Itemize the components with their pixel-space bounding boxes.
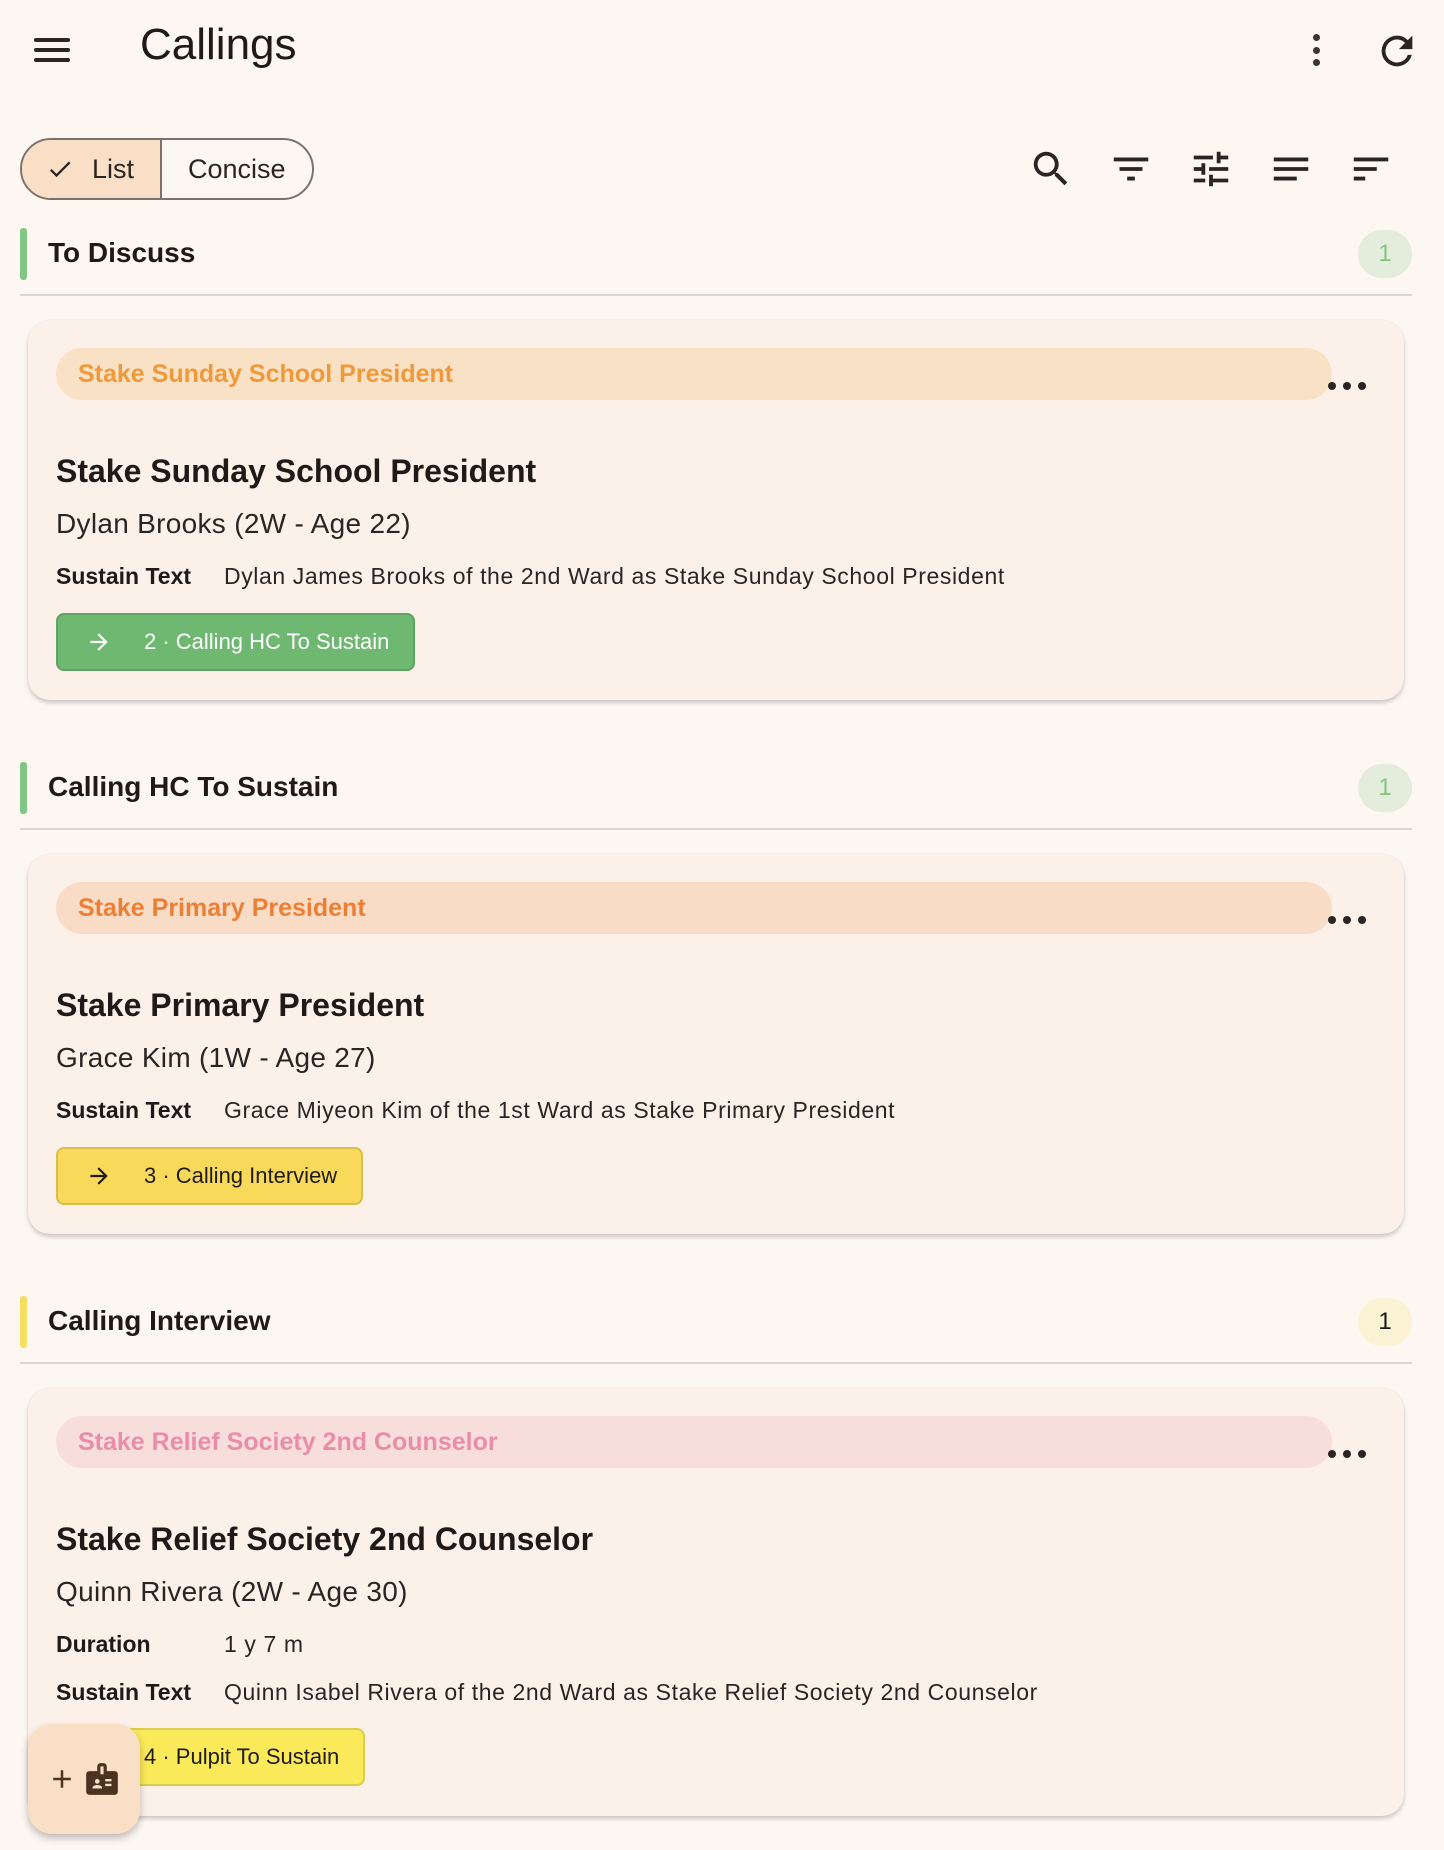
calling-card[interactable] [28, 320, 1404, 700]
section-title: To Discuss [48, 237, 196, 268]
sort-icon[interactable] [1348, 146, 1394, 192]
app-bar [0, 0, 1444, 100]
calling-chip: Stake Sunday School President [56, 348, 1332, 400]
advance-status-label: 4 · Pulpit To Sustain [144, 1744, 340, 1769]
section-color-bar [20, 762, 27, 814]
add-calling-fab[interactable] [28, 1724, 140, 1834]
field-row [56, 1631, 304, 1658]
advance-status-button[interactable] [56, 613, 415, 671]
check-icon [46, 155, 74, 183]
section-count-badge: 1 [1358, 230, 1412, 278]
more-vert-icon[interactable] [1296, 28, 1336, 72]
card-menu-icon[interactable] [1328, 376, 1366, 396]
search-icon[interactable] [1028, 146, 1074, 192]
member-name: Dylan Brooks (2W - Age 22) [56, 508, 411, 539]
advance-status-label: 3 · Calling Interview [144, 1163, 338, 1188]
calling-card[interactable] [28, 854, 1404, 1234]
field-row [56, 1097, 895, 1124]
field-value: Quinn Isabel Rivera of the 2nd Ward as Stake Relief Society 2nd Counselor [224, 1679, 1038, 1705]
view-option-label: Concise [188, 153, 286, 184]
toolbar [1028, 146, 1394, 192]
menu-icon[interactable] [30, 30, 74, 70]
view-toggle [20, 138, 314, 200]
member-name: Grace Kim (1W - Age 27) [56, 1042, 376, 1073]
view-option-label: List [92, 153, 135, 184]
advance-status-label: 2 · Calling HC To Sustain [144, 629, 390, 654]
page-title: Callings [140, 20, 297, 69]
arrow-forward-icon [86, 629, 112, 655]
refresh-icon[interactable] [1374, 28, 1420, 74]
calling-title: Stake Primary President [56, 987, 425, 1023]
field-label: Duration [56, 1631, 151, 1657]
section-count-badge: 1 [1358, 764, 1412, 812]
arrow-forward-icon [86, 1163, 112, 1189]
section-header-calling-interview[interactable] [20, 1292, 1412, 1364]
field-label: Sustain Text [56, 1097, 192, 1123]
section-header-to-discuss[interactable] [20, 224, 1412, 296]
field-value: Grace Miyeon Kim of the 1st Ward as Stake Primary President [224, 1097, 896, 1123]
section-color-bar [20, 228, 27, 280]
card-menu-icon[interactable] [1328, 1444, 1366, 1464]
section-color-bar [20, 1296, 27, 1348]
section-title: Calling HC To Sustain [48, 771, 339, 802]
add-icon [47, 1764, 77, 1794]
calling-title: Stake Sunday School President [56, 453, 537, 489]
field-row [56, 563, 1005, 590]
member-name: Quinn Rivera (2W - Age 30) [56, 1576, 408, 1607]
field-value: 1 y 7 m [224, 1631, 304, 1657]
field-value: Dylan James Brooks of the 2nd Ward as Stake Sunday School President [224, 563, 1005, 589]
field-label: Sustain Text [56, 563, 192, 589]
calling-chip: Stake Primary President [56, 882, 1332, 934]
view-option-list[interactable] [22, 140, 162, 198]
field-row [56, 1679, 1038, 1706]
section-count-badge: 1 [1358, 1298, 1412, 1346]
badge-icon [83, 1760, 121, 1798]
field-label: Sustain Text [56, 1679, 192, 1705]
advance-status-button[interactable] [56, 1147, 363, 1205]
calling-chip: Stake Relief Society 2nd Counselor [56, 1416, 1332, 1468]
section-title: Calling Interview [48, 1305, 271, 1336]
calling-card[interactable] [28, 1388, 1404, 1816]
filter-icon[interactable] [1108, 146, 1154, 192]
calling-title: Stake Relief Society 2nd Counselor [56, 1521, 594, 1557]
notes-icon[interactable] [1268, 146, 1314, 192]
view-option-concise[interactable] [162, 140, 312, 198]
card-menu-icon[interactable] [1328, 910, 1366, 930]
section-header-calling-hc-to-sustain[interactable] [20, 758, 1412, 830]
tune-icon[interactable] [1188, 146, 1234, 192]
